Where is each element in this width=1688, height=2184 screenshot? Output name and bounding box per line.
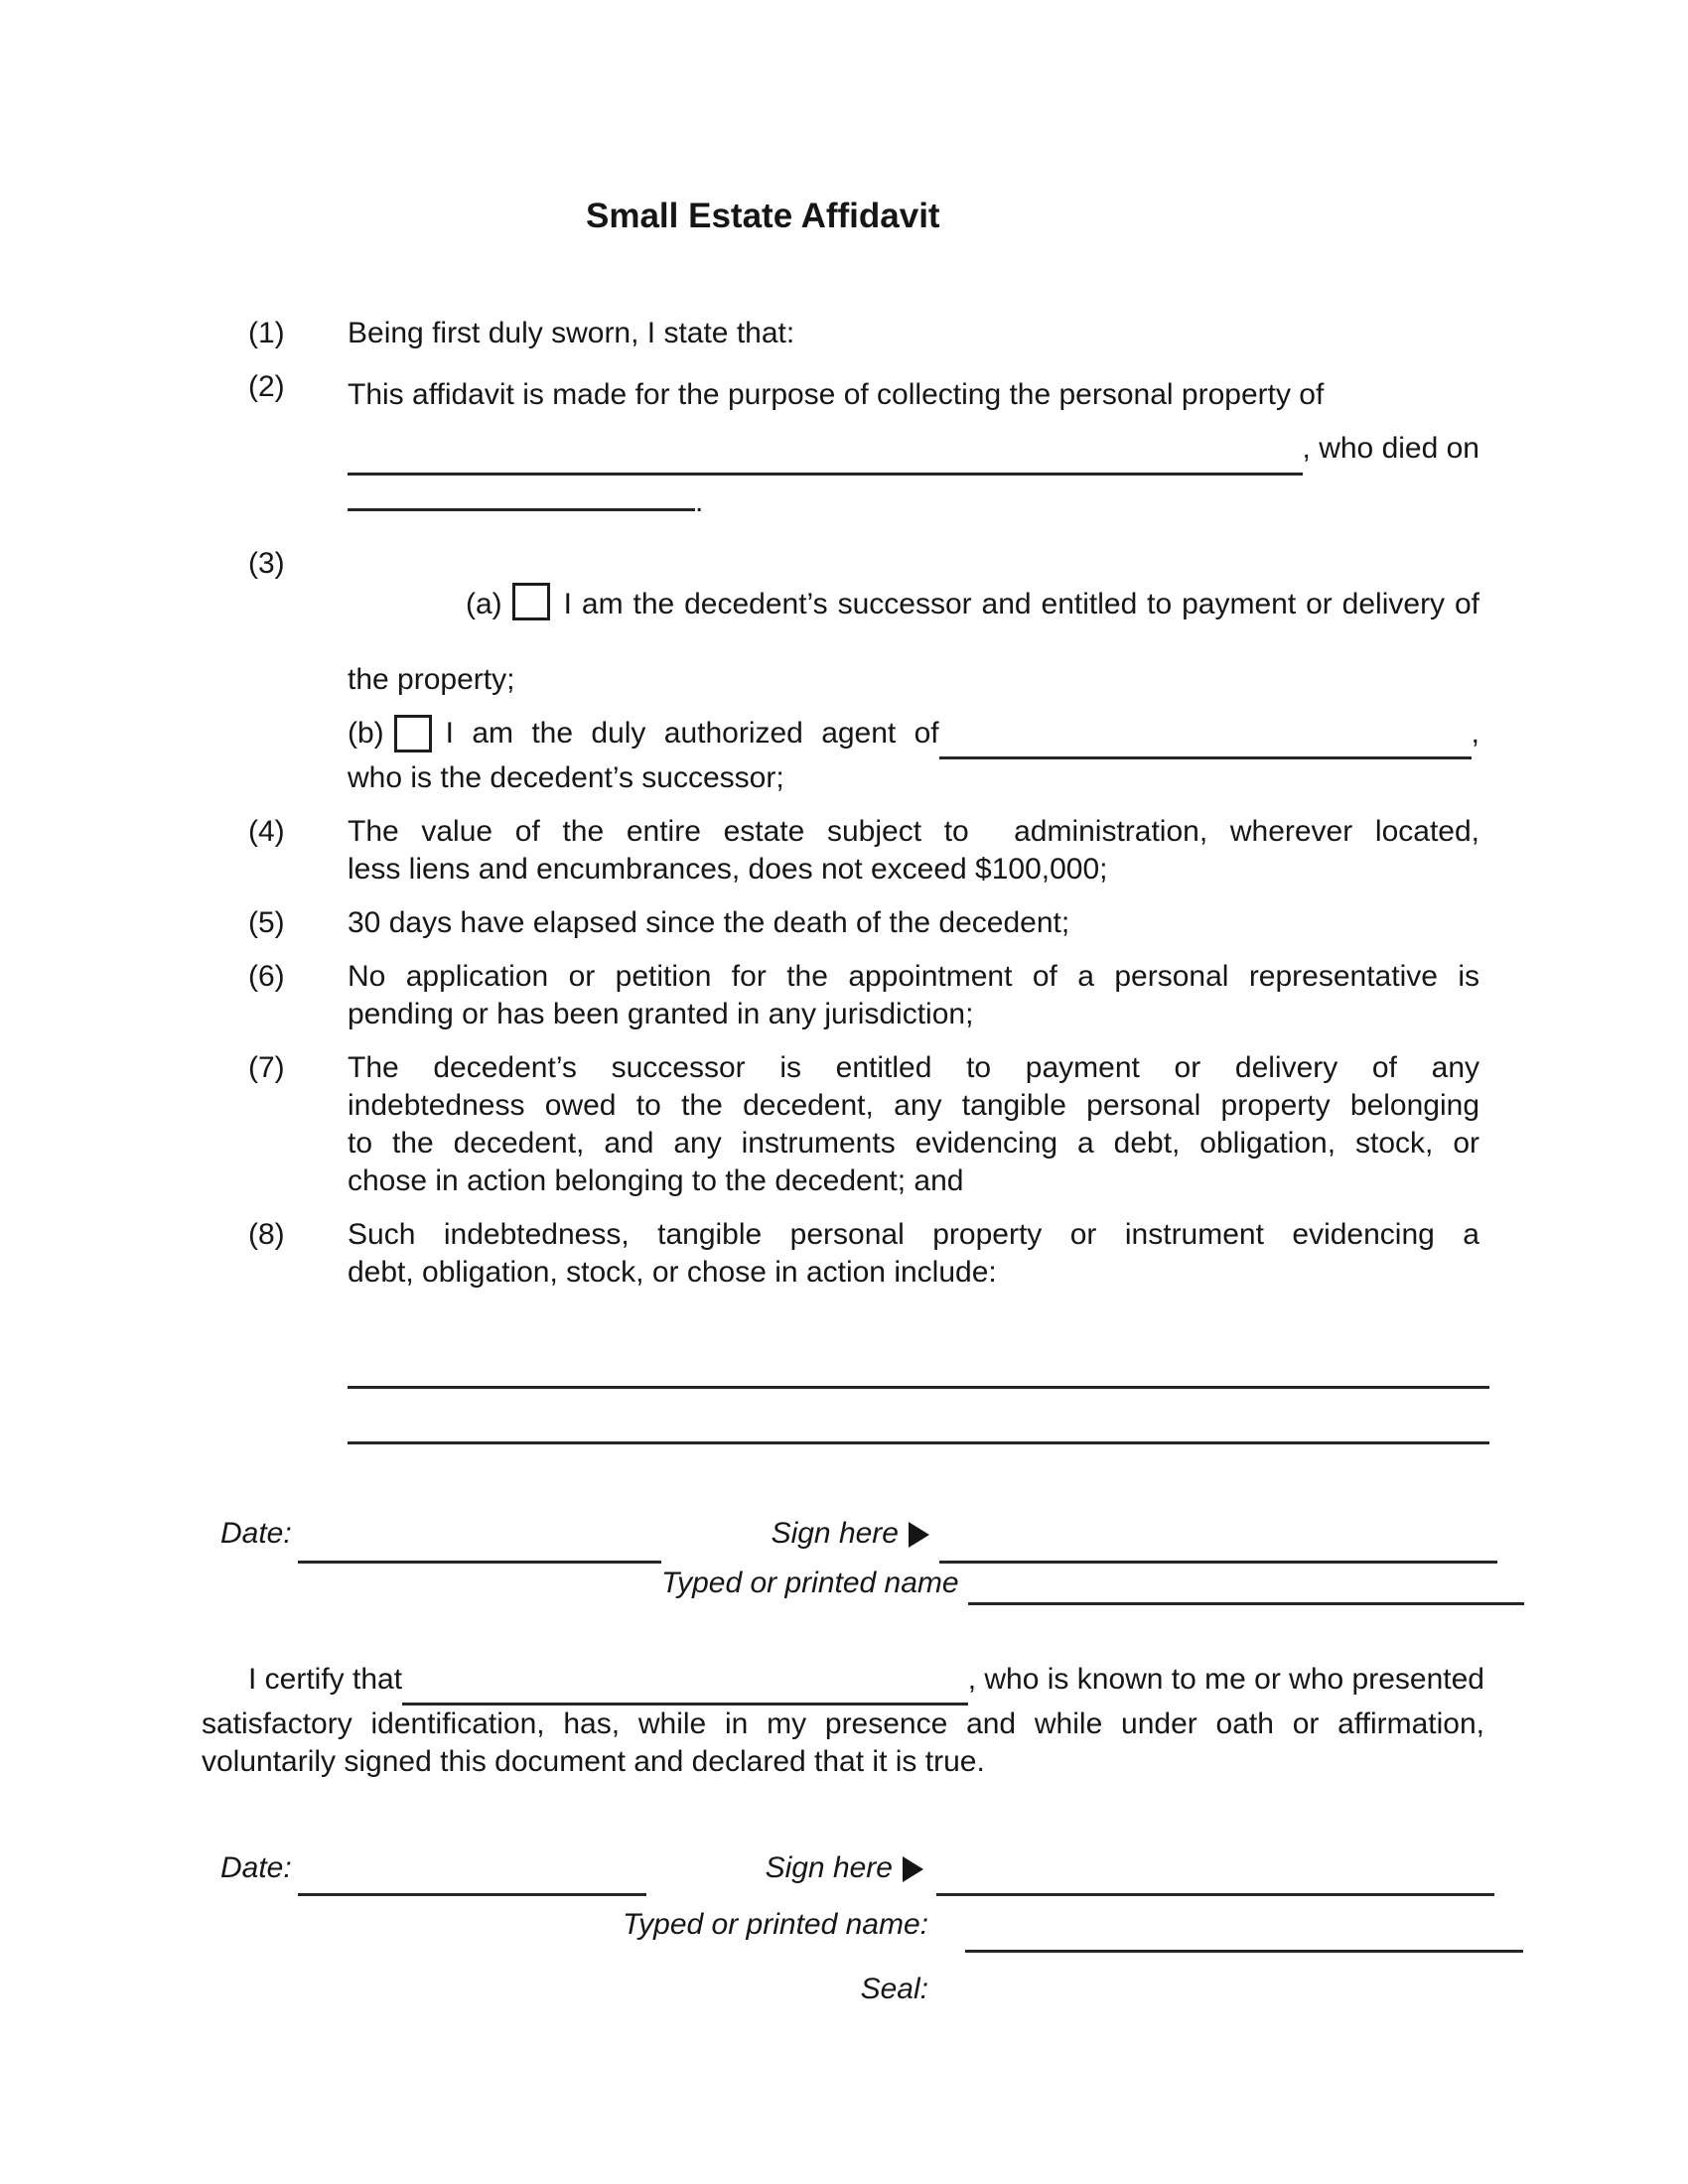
item-7 <box>248 1049 1479 1200</box>
option-a-label: (a) <box>465 588 502 620</box>
decedent-name-blank[interactable] <box>348 427 1303 476</box>
option-b-text-2: who is the decedent’s successor; <box>348 761 784 794</box>
sign-here-arrow-icon-2 <box>903 1856 923 1882</box>
item-6-number: (6) <box>248 960 285 993</box>
sign-here-label-2 <box>675 1850 923 1886</box>
sign-here-text-2: Sign here <box>765 1851 893 1884</box>
affiant-signature-block <box>0 1516 1688 1633</box>
item-8-number: (8) <box>248 1218 285 1251</box>
date-line-1[interactable] <box>298 1561 661 1564</box>
death-date-blank[interactable] <box>348 508 695 511</box>
item-7-text-4: chose in action belonging to the decedent; and <box>348 1164 964 1197</box>
item-4-text-2: less liens and encumbrances, does not exceed $100,000; <box>348 853 1108 886</box>
signature-line-1[interactable] <box>939 1561 1497 1564</box>
typed-name-line-2[interactable] <box>965 1950 1523 1953</box>
date-label-2: Date: <box>220 1851 292 1884</box>
item-5-number: (5) <box>248 906 285 939</box>
item-1 <box>248 315 1479 352</box>
item-1-text: Being first duly sworn, I state that: <box>348 317 795 349</box>
item-2 <box>248 368 1479 529</box>
item-4-text-1: The value of the entire estate subject to administration, wherever located, <box>348 815 1479 848</box>
page-title: Small Estate Affidavit <box>586 197 940 235</box>
date-line-2[interactable] <box>298 1893 646 1896</box>
item-2-text: This affidavit is made for the purpose of collecting the personal property of <box>348 378 1325 411</box>
certify-line-3: voluntarily signed this document and declared that it is true. <box>202 1745 985 1778</box>
option-a-text-2: the property; <box>348 663 515 696</box>
principal-name-blank[interactable] <box>939 715 1472 759</box>
certify-after-blank-text: , who is known to me or who presented <box>967 1663 1484 1696</box>
certify-indent <box>202 1661 248 1706</box>
item-2-number: (2) <box>248 370 285 403</box>
option-a-text: I am the decedent’s successor and entitled to payment or delivery of <box>563 588 1479 620</box>
item-3-number: (3) <box>248 547 285 580</box>
item-4 <box>248 813 1479 888</box>
typed-name-label-1: Typed or printed name <box>661 1567 959 1599</box>
item-1-number: (1) <box>248 317 285 349</box>
item-6 <box>248 958 1479 1033</box>
option-b-label: (b) <box>348 717 384 750</box>
successor-checkbox[interactable] <box>512 583 550 620</box>
item-7-number: (7) <box>248 1051 285 1084</box>
item-3 <box>248 545 1479 797</box>
certify-affiant-name-blank[interactable] <box>402 1661 968 1706</box>
item-5 <box>248 904 1479 942</box>
seal-label: Seal: <box>860 1973 928 2005</box>
item-8 <box>248 1216 1479 1292</box>
notary-signature-block <box>0 1850 1688 2024</box>
item-8-text-1: Such indebtedness, tangible personal property or instrument evidencing a <box>348 1218 1479 1251</box>
item-3-option-a <box>348 545 1479 699</box>
item-3-option-b <box>348 715 1479 797</box>
signature-line-2[interactable] <box>936 1893 1494 1896</box>
item-7-text-1: The decedent’s successor is entitled to payment or delivery of any <box>348 1051 1479 1084</box>
agent-checkbox[interactable] <box>394 715 432 752</box>
sign-here-arrow-icon-1 <box>909 1522 929 1548</box>
item-5-text: 30 days have elapsed since the death of the decedent; <box>348 906 1070 939</box>
sign-here-text-1: Sign here <box>771 1517 899 1550</box>
item-6-text-2: pending or has been granted in any jurisdiction; <box>348 998 974 1030</box>
date-label-1: Date: <box>220 1517 292 1550</box>
typed-name-label-2: Typed or printed name: <box>623 1908 928 1941</box>
typed-name-line-1[interactable] <box>968 1602 1524 1605</box>
item-8-text-2: debt, obligation, stock, or chose in action include: <box>348 1256 997 1289</box>
item-7-text-3: to the decedent, and any instruments evidencing a debt, obligation, stock, or <box>348 1127 1479 1160</box>
item-2-died-on-text: , who died on <box>1302 432 1479 465</box>
certification-paragraph <box>202 1661 1484 1781</box>
item-7-text-2: indebtedness owed to the decedent, any tangible personal property belonging <box>348 1089 1479 1122</box>
asset-description-blank-2[interactable] <box>348 1441 1489 1444</box>
certify-line-2: satisfactory identification, has, while in my presence and while under oath or affirmation, <box>202 1707 1484 1740</box>
item-2-period: . <box>695 485 704 518</box>
sign-here-label-1 <box>675 1516 929 1552</box>
affidavit-items <box>248 315 1479 1444</box>
option-b-comma: , <box>1471 717 1479 750</box>
asset-description-blank-1[interactable] <box>348 1386 1489 1389</box>
item-4-number: (4) <box>248 815 285 848</box>
certify-lead-text: I certify that <box>248 1663 403 1696</box>
item-6-text-1: No application or petition for the appointment of a personal representative is <box>348 960 1479 993</box>
option-b-text: I am the duly authorized agent of <box>445 717 939 750</box>
